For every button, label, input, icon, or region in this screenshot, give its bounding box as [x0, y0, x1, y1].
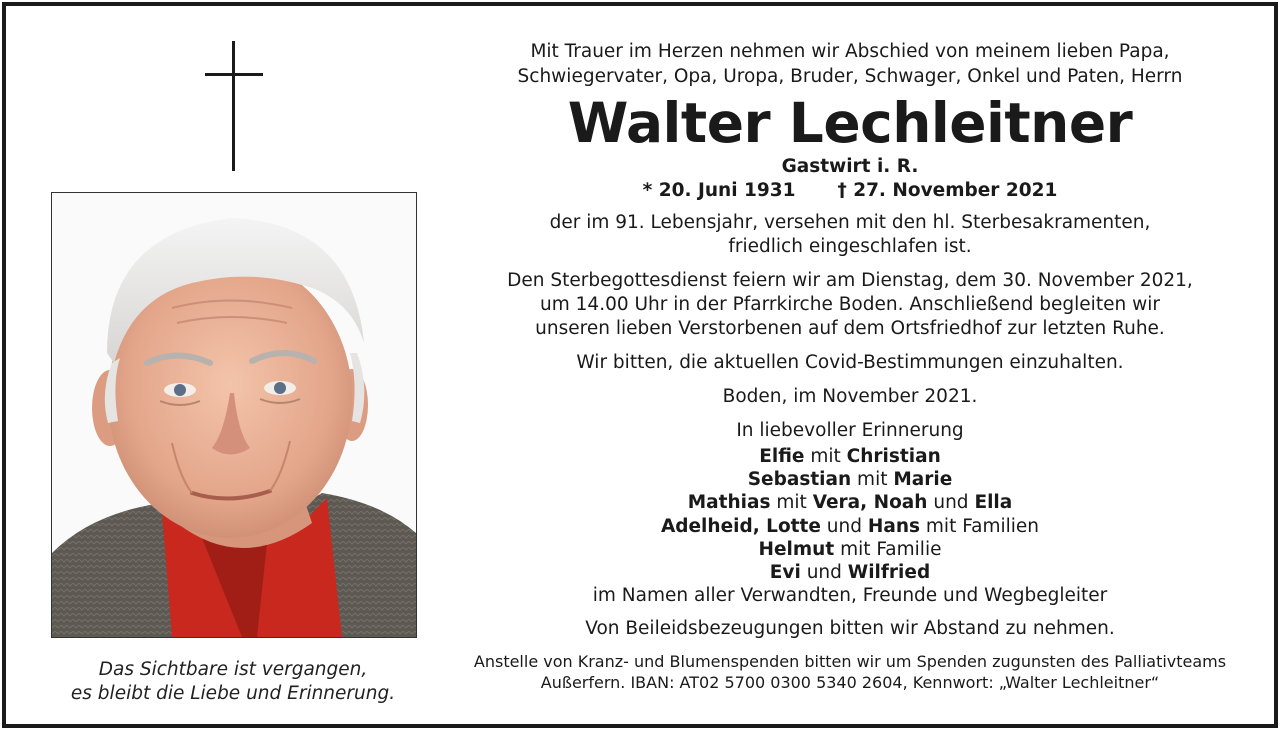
- intro-text: [446, 39, 1254, 89]
- family-row: Adelheid, Lotte und Hans mit Familien: [660, 515, 1040, 537]
- deceased-occupation: Gastwirt i. R.: [781, 156, 919, 177]
- passing-line: friedlich eingeschlafen ist.: [728, 236, 972, 257]
- remembrance-heading: In liebevoller Erinnerung: [736, 420, 964, 441]
- deceased-name: Walter Lechleitner: [567, 91, 1133, 155]
- quote-line: Das Sichtbare ist vergangen,: [98, 659, 368, 680]
- obituary-text: [446, 39, 1254, 693]
- donation-line: Außerfern. IBAN: AT02 5700 0300 5340 2604, Kennwort: „Walter Lechleitner“: [540, 673, 1160, 693]
- donation-line: Anstelle von Kranz- und Blumenspenden bitten wir um Spenden zugunsten des Palliativteams: [473, 652, 1227, 672]
- donation-notice: [446, 651, 1254, 693]
- service-line: um 14.00 Uhr in der Pfarrkirche Boden. Anschließend begleiten wir: [540, 294, 1160, 315]
- covid-notice: Wir bitten, die aktuellen Covid-Bestimmungen einzuhalten.: [576, 352, 1124, 373]
- cross-icon: [205, 41, 263, 171]
- family-row: Evi und Wilfried: [769, 562, 931, 584]
- death-date: † 27. November 2021: [837, 180, 1058, 201]
- birth-date: * 20. Juni 1931: [642, 180, 796, 201]
- place-date: Boden, im November 2021.: [722, 386, 978, 407]
- family-list: [446, 445, 1254, 607]
- memorial-quote: [36, 658, 430, 706]
- portrait-photo: [51, 192, 417, 638]
- quote-line: es bleibt die Liebe und Erinnerung.: [70, 683, 396, 704]
- life-dates: [446, 179, 1254, 203]
- relatives-line: im Namen aller Verwandten, Freunde und Wegbegleiter: [592, 585, 1108, 607]
- intro-line: Mit Trauer im Herzen nehmen wir Abschied von meinem lieben Papa,: [530, 41, 1170, 62]
- intro-line: Schwiegervater, Opa, Uropa, Bruder, Schwager, Onkel und Paten, Herrn: [517, 66, 1183, 87]
- condolence-notice: Von Beileidsbezeugungen bitten wir Abstand zu nehmen.: [585, 618, 1115, 640]
- service-text: [446, 269, 1254, 341]
- passing-text: [446, 211, 1254, 259]
- family-row: Sebastian mit Marie: [747, 469, 953, 491]
- service-line: unseren lieben Verstorbenen auf dem Ortsfriedhof zur letzten Ruhe.: [535, 318, 1165, 339]
- family-row: Helmut mit Familie: [758, 538, 942, 560]
- passing-line: der im 91. Lebensjahr, versehen mit den hl. Sterbesakramenten,: [549, 212, 1151, 233]
- obituary-frame: [2, 2, 1278, 728]
- service-line: Den Sterbegottesdienst feiern wir am Dienstag, dem 30. November 2021,: [507, 270, 1193, 291]
- family-row: Mathias mit Vera, Noah und Ella: [687, 492, 1013, 514]
- family-row: Elfie mit Christian: [759, 446, 941, 467]
